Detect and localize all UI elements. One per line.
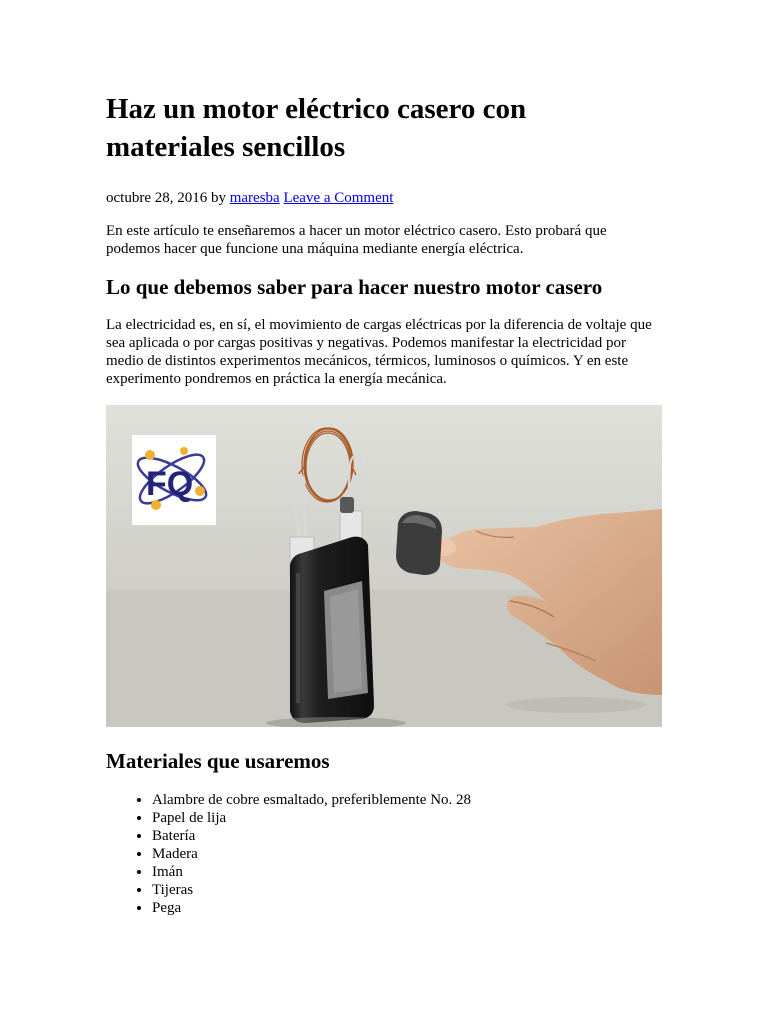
list-item: • Imán (152, 863, 662, 881)
battery (290, 537, 374, 723)
intro-paragraph: En este artículo te enseñaremos a hacer un motor eléctrico casero. Esto probará que podemos hacer que funcione una máquina mediante energía eléctrica. (106, 223, 607, 257)
motor-photo-illustration (106, 405, 662, 727)
list-item: • Tijeras (152, 881, 662, 899)
electricity-paragraph: La electricidad es, en sí, el movimiento de cargas eléctricas por la diferencia de voltaje que sea aplicada o por cargas positivas y negativas. Podemos manifestar la electricidad por medio de distintos experimentos mecánicos, térmicos, luminosos o químicos. Y en este experimento pondremos en práctica la energía mecánica. (106, 317, 652, 387)
article-title: Haz un motor eléctrico casero con materiales sencillos (106, 93, 527, 163)
materials-list (106, 791, 662, 917)
article (106, 90, 662, 917)
motor-photo (106, 405, 662, 727)
magnet (396, 511, 442, 575)
list-item: • Madera (152, 845, 662, 863)
by-label: by (210, 190, 226, 206)
list-item: • Pega (152, 899, 662, 917)
fq-logo (132, 435, 216, 525)
list-item: • Batería (152, 827, 662, 845)
article-meta (106, 188, 662, 208)
section-heading-saber: Lo que debemos saber para hacer nuestro motor casero (106, 275, 603, 299)
section-heading-materiales: Materiales que usaremos (106, 749, 330, 773)
post-date: octubre 28, 2016 (106, 190, 208, 206)
list-item: • Papel de lija (152, 809, 662, 827)
terminal-right (340, 497, 354, 513)
list-item: • Alambre de cobre esmaltado, preferiblemente No. 28 (152, 791, 662, 809)
fq-logo-text: FQ (146, 465, 194, 503)
author-link[interactable]: maresba (229, 190, 280, 206)
leave-comment-link[interactable]: Leave a Comment (283, 190, 394, 206)
